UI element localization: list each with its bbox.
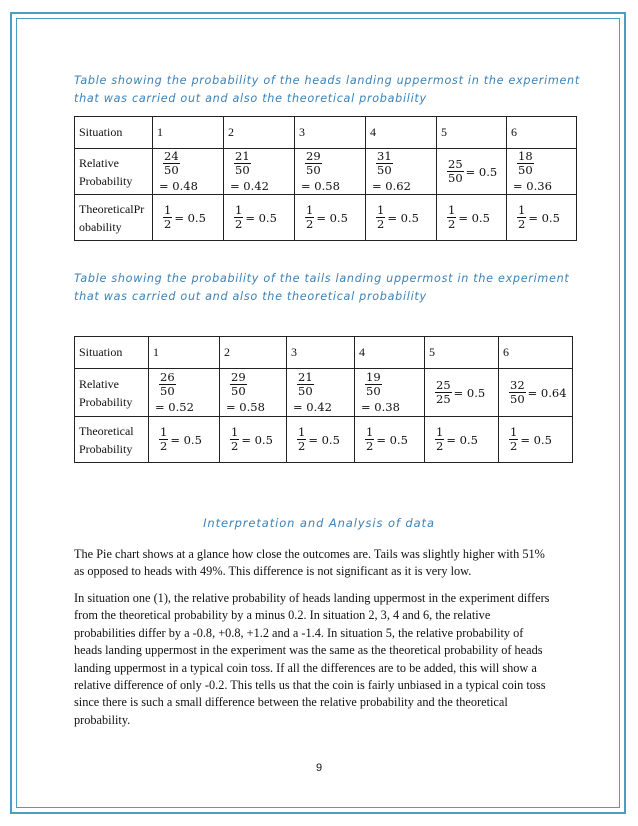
table-row: [75, 195, 577, 241]
fraction-cell: $\frac{1}{2}$ = 0.5: [220, 417, 287, 463]
header-label: Situation: [75, 117, 153, 149]
row-label: TheoreticalPr obability: [75, 195, 153, 241]
heads-table-caption: Table showing the probability of the heads landing uppermost in the experiment that was carried out and also the theoretical probability: [74, 74, 580, 105]
fraction-cell: $\frac{21}{50}$ = 0.42: [224, 149, 295, 195]
fraction-cell: $\frac{1}{2}$ = 0.5: [366, 195, 437, 241]
table-row: [75, 337, 573, 369]
fraction-cell: $\frac{1}{2}$ = 0.5: [437, 195, 507, 241]
fraction-cell: $\frac{1}{2}$ = 0.5: [287, 417, 355, 463]
fraction-cell: $\frac{25}{25}$ = 0.5: [425, 369, 499, 417]
fraction-cell: $\frac{1}{2}$ = 0.5: [499, 417, 573, 463]
fraction-cell: $\frac{21}{50}$ = 0.42: [287, 369, 355, 417]
fraction-cell: $\frac{19}{50}$ = 0.38: [355, 369, 425, 417]
row-label: Theoretical Probability: [75, 417, 149, 463]
situation-header: 3: [295, 117, 366, 149]
fraction-cell: $\frac{31}{50}$ = 0.62: [366, 149, 437, 195]
tails-table-caption: Table showing the probability of the tails landing uppermost in the experiment that was carried out and also the theoretical probability: [74, 272, 570, 303]
situation-header: 4: [366, 117, 437, 149]
table-row: [75, 417, 573, 463]
situation-header: 3: [287, 337, 355, 369]
fraction-cell: $\frac{1}{2}$ = 0.5: [507, 195, 577, 241]
fraction-cell: $\frac{29}{50}$ = 0.58: [220, 369, 287, 417]
fraction-cell: $\frac{25}{50}$ = 0.5: [437, 149, 507, 195]
situation-header: 5: [437, 117, 507, 149]
tails-probability-table: [74, 336, 573, 463]
situation-header: 1: [153, 117, 224, 149]
situation-header: 6: [499, 337, 573, 369]
header-label: Situation: [75, 337, 149, 369]
situation-header: 1: [149, 337, 220, 369]
analysis-paragraph-2: In situation one (1), the relative probability of heads landing uppermost in the experiment differs from the theoretical probability by a minus 0.2. In situation 2, 3, 4 and 6, the relative probabilities differ by a -0.8, +0.8, +1.2 and a -1.4. In situation 5, the relative probability of heads landing uppermost in the experiment was the same as the theoretical probability of heads landing uppermost in a typical coin toss. If all the differences are to be added, this will show a relative difference of only -0.2. This tells us that the coin is fairly unbiased in a typical coin toss since there is such a small difference between the relative probability and the theoretical probability.: [74, 591, 550, 727]
fraction-cell: $\frac{32}{50}$ = 0.64: [499, 369, 573, 417]
analysis-paragraph-1: The Pie chart shows at a glance how close the outcomes are. Tails was slightly higher with 51% as opposed to heads with 49%. This difference is not significant as it is very low.: [74, 547, 545, 579]
row-label: Relative Probability: [75, 149, 153, 195]
situation-header: 2: [220, 337, 287, 369]
fraction-cell: $\frac{1}{2}$ = 0.5: [153, 195, 224, 241]
fraction-cell: $\frac{18}{50}$ = 0.36: [507, 149, 577, 195]
fraction-cell: $\frac{29}{50}$ = 0.58: [295, 149, 366, 195]
heads-probability-table: [74, 116, 577, 241]
table-row: [75, 117, 577, 149]
fraction-cell: $\frac{24}{50}$ = 0.48: [153, 149, 224, 195]
fraction-cell: $\frac{1}{2}$ = 0.5: [224, 195, 295, 241]
row-label: Relative Probability: [75, 369, 149, 417]
fraction-cell: $\frac{1}{2}$ = 0.5: [149, 417, 220, 463]
fraction-cell: $\frac{26}{50}$ = 0.52: [149, 369, 220, 417]
table-row: [75, 369, 573, 417]
section-title: Interpretation and Analysis of data: [203, 516, 435, 530]
fraction-cell: $\frac{1}{2}$ = 0.5: [425, 417, 499, 463]
situation-header: 5: [425, 337, 499, 369]
table-row: [75, 149, 577, 195]
page-number: 9: [315, 762, 323, 774]
situation-header: 6: [507, 117, 577, 149]
fraction-cell: $\frac{1}{2}$ = 0.5: [295, 195, 366, 241]
fraction-cell: $\frac{1}{2}$ = 0.5: [355, 417, 425, 463]
situation-header: 2: [224, 117, 295, 149]
situation-header: 4: [355, 337, 425, 369]
